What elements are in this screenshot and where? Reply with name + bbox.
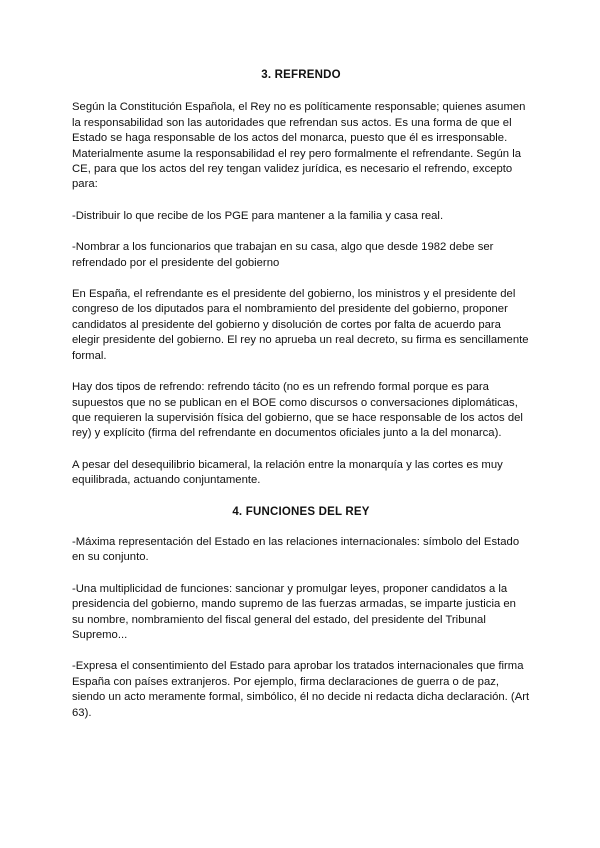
- paragraph: En España, el refrendante es el presidente del gobierno, los ministros y el presidente del congreso de los diputados para el nombramiento del presidente del gobierno, proponer candidatos al presidente del gobierno y disolución de cortes por falta de acuerdo para elegir presidente del gobierno. El rey no aprueba un real decreto, su firma es sencillamente formal.: [72, 288, 529, 362]
- paragraph: A pesar del desequilibrio bicameral, la relación entre la monarquía y las cortes es muy equilibrada, actuando conjuntamente.: [72, 458, 503, 487]
- section-title-funciones-del-rey: 4. FUNCIONES DEL REY: [232, 505, 370, 518]
- paragraph: -Máxima representación del Estado en las relaciones internacionales: símbolo del Estado en su conjunto.: [72, 535, 520, 564]
- paragraph: Según la Constitución Española, el Rey no es políticamente responsable; quienes asumen la responsabilidad son las autoridades que refrendan sus actos. Es una forma de que el Estado se haga responsable de los actos del monarca, puesto que él es irresponsable. Materialmente asume la responsabilidad el rey pero formalmente el refrendante. Según la CE, para que los actos del rey tengan validez jurídica, es necesario el refrendo, excepto para:: [72, 101, 526, 191]
- paragraph: -Una multiplicidad de funciones: sancionar y promulgar leyes, proponer candidatos a la presidencia del gobierno, mando supremo de las fuerzas armadas, se imparte justicia en su nombre, nombramiento del fiscal general del estado, del presidente del Tribunal Supremo...: [72, 582, 516, 641]
- paragraph: Hay dos tipos de refrendo: refrendo tácito (no es un refrendo formal porque es para supuestos que no se publican en el BOE como discursos o conversaciones diplomáticas, que requieren la supervisión física del gobierno, que se hace responsable de los actos del rey) y explícito (firma del refrendante en documentos oficiales junto a la del monarca).: [72, 381, 523, 440]
- document-page: [72, 68, 530, 737]
- paragraph: -Distribuir lo que recibe de los PGE para mantener a la familia y casa real.: [72, 209, 444, 222]
- paragraph: -Nombrar a los funcionarios que trabajan en su casa, algo que desde 1982 debe ser refrendado por el presidente del gobierno: [72, 241, 494, 269]
- section-title-refrendo: 3. REFRENDO: [261, 69, 341, 81]
- paragraph: -Expresa el consentimiento del Estado para aprobar los tratados internacionales que firma España con países extranjeros. Por ejemplo, firma declaraciones de guerra o de paz, siendo un acto meramente formal, simbólico, él no decide ni redacta dicha declaración. (Art 63).: [72, 660, 530, 719]
